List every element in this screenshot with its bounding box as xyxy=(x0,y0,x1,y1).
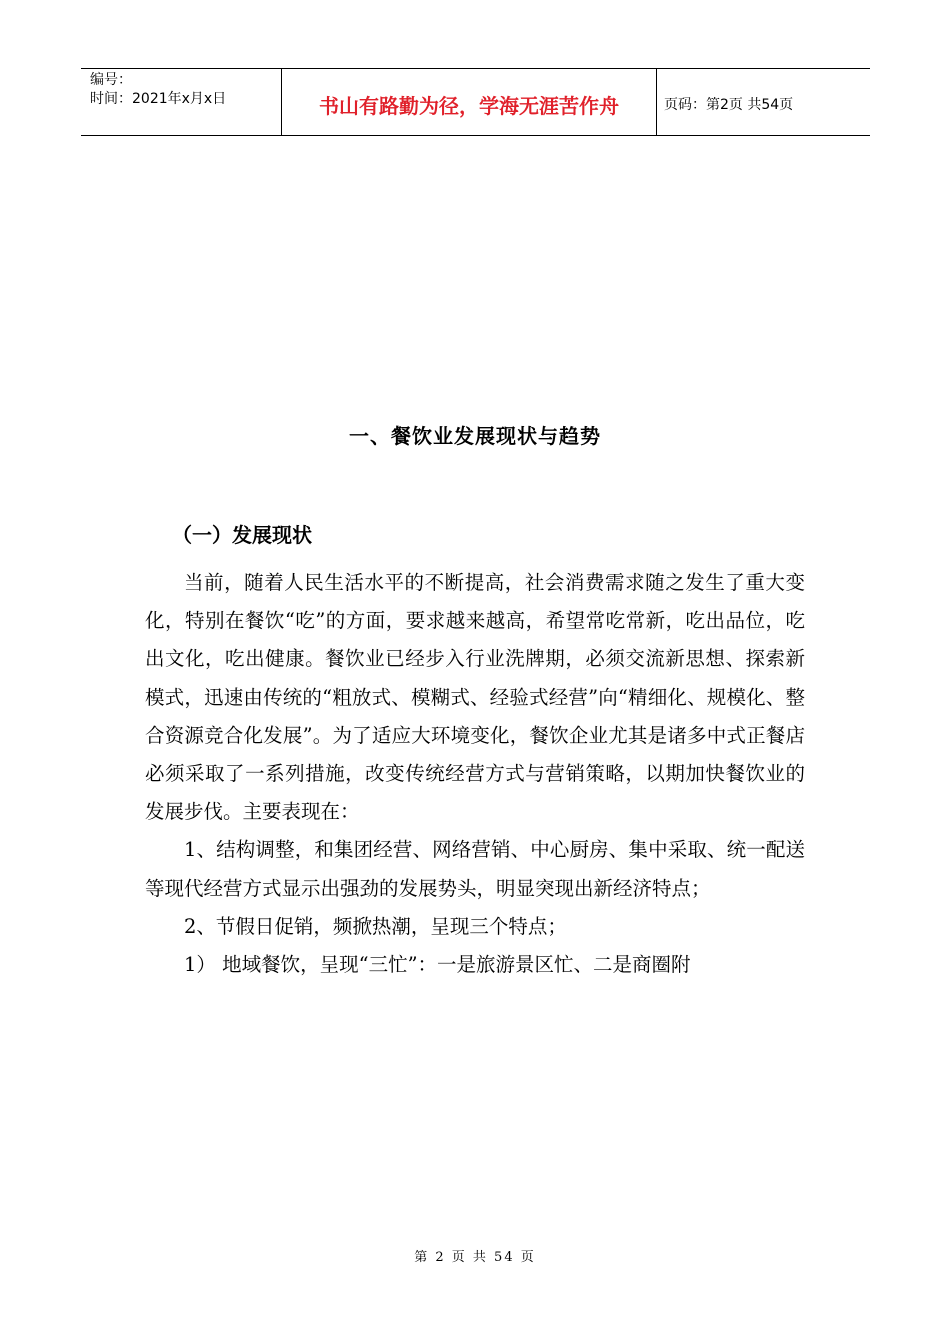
section-title: 一、餐饮业发展现状与趋势 xyxy=(349,424,601,448)
body-text xyxy=(145,564,805,984)
header-motto: 书山有路勤为径，学海无涯苦作舟 xyxy=(282,69,657,135)
page-footer: 第 2 页 共 54 页 xyxy=(414,1250,536,1265)
paragraph-1: 当前，随着人民生活水平的不断提高，社会消费需求随之发生了重大变化，特别在餐饮“吃”的方面，要求越来越高，希望常吃常新，吃出品位，吃出文化，吃出健康。餐饮业已经步入行业洗牌期，必须交流新思想、探索新模式，迅速由传统的“粗放式、模糊式、经验式经营”向“精细化、规模化、整合资源竞合化发展”。为了适应大环境变化，餐饮企业尤其是诸多中式正餐店必须采取了一系列措施，改变传统经营方式与营销策略，以期加快餐饮业的发展步伐。主要表现在： xyxy=(145,571,805,824)
paragraph-3: 2、节假日促销，频掀热潮，呈现三个特点； xyxy=(184,914,567,938)
document-header xyxy=(81,68,870,136)
subsection-title: （一）发展现状 xyxy=(172,523,312,547)
paragraph-2: 1、结构调整，和集团经营、网络营销、中心厨房、集中采取、统一配送等现代经营方式显示出强劲的发展势头，明显突现出新经济特点； xyxy=(145,838,805,900)
paragraph-4: 1） 地域餐饮，呈现“三忙”：一是旅游景区忙、二是商圈附 xyxy=(184,953,691,977)
document-date-label: 时间：2021年x月x日 xyxy=(90,91,227,107)
document-number-label: 编号： xyxy=(90,72,132,88)
header-page-info: 页码：第2页 共54页 xyxy=(664,97,794,113)
header-meta xyxy=(81,69,282,135)
